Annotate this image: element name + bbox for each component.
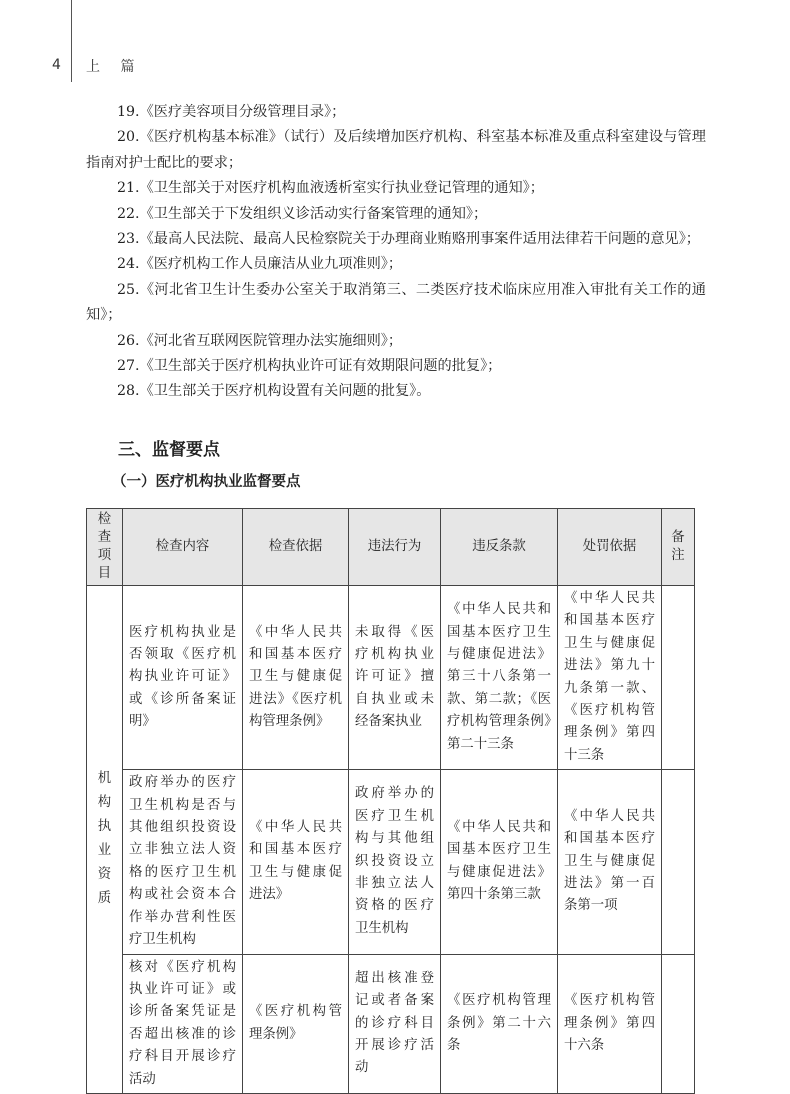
header-violated-clause: 违反条款	[441, 509, 558, 586]
violation-cell: 超出核准登记或者备案的诊疗科目开展诊疗活动	[349, 954, 441, 1093]
header-check-item: 检查项目	[87, 509, 123, 586]
list-item: 19.《医疗美容项目分级管理目录》；	[117, 104, 346, 120]
list-item: 25.《河北省卫生计生委办公室关于取消第三、二类医疗技术临床应用准入审批有关工作的通知》；	[86, 281, 706, 324]
list-item: 24.《医疗机构工作人员廉洁从业九项准则》；	[117, 256, 403, 273]
header-penalty-basis: 处罚依据	[558, 509, 662, 586]
list-item: 23.《最高人民法院、最高人民检察院关于办理商业贿赂刑事案件适用法律若干问题的意见》；	[117, 231, 700, 248]
page-number: 4	[52, 57, 61, 73]
header-check-content: 检查内容	[123, 509, 243, 586]
list-item: 21.《卫生部关于对医疗机构血液透析室实行执业登记管理的通知》；	[117, 180, 544, 197]
penalty-cell: 《医疗机构管理条例》第四十六条	[558, 954, 662, 1093]
penalty-cell: 《中华人民共和国基本医疗卫生与健康促进法》第九十九条第一款、《医疗机构管理条例》第四十三条	[558, 586, 662, 770]
header-violation: 违法行为	[349, 509, 441, 586]
clause-cell: 《中华人民共和国基本医疗卫生与健康促进法》第四十条第三款	[441, 770, 558, 954]
regulation-list	[86, 100, 706, 405]
header-divider	[71, 0, 72, 82]
table-row	[87, 770, 695, 954]
list-item: 26.《河北省互联网医院管理办法实施细则》；	[117, 332, 403, 349]
basis-cell: 《中华人民共和国基本医疗卫生与健康促进法》《医疗机构管理条例》	[243, 586, 349, 770]
clause-cell: 《中华人民共和国基本医疗卫生与健康促进法》第三十八条第一款、第二款；《医疗机构管理条例》第二十三条	[441, 586, 558, 770]
note-cell	[662, 954, 695, 1093]
content-cell: 核对《医疗机构执业许可证》或诊所备案凭证是否超出核准的诊疗科目开展诊疗活动	[123, 954, 243, 1093]
table-row	[87, 586, 695, 770]
table-row	[87, 954, 695, 1093]
category-cell: 机构执业资质	[87, 586, 123, 1094]
list-item: 27.《卫生部关于医疗机构执业许可证有效期限问题的批复》；	[117, 358, 502, 375]
section-heading: 三、监督要点	[118, 440, 220, 460]
content-cell: 医疗机构执业是否领取《医疗机构执业许可证》或《诊所备案证明》	[123, 586, 243, 770]
list-item: 28.《卫生部关于医疗机构设置有关问题的批复》。	[117, 383, 431, 400]
header-remarks: 备注	[662, 509, 695, 586]
sub-heading: （一）医疗机构执业监督要点	[112, 474, 301, 490]
content-cell: 政府举办的医疗卫生机构是否与其他组织投资设立非独立法人资格的医疗卫生机构或社会资本合作举办营利性医疗卫生机构	[123, 770, 243, 954]
violation-cell: 未取得《医疗机构执业许可证》擅自执业或未经备案执业	[349, 586, 441, 770]
running-header: 上 篇	[86, 59, 143, 75]
violation-cell: 政府举办的医疗卫生机构与其他组织投资设立非独立法人资格的医疗卫生机构	[349, 770, 441, 954]
penalty-cell: 《中华人民共和国基本医疗卫生与健康促进法》第一百条第一项	[558, 770, 662, 954]
table-header-row	[87, 509, 695, 586]
note-cell	[662, 770, 695, 954]
clause-cell: 《医疗机构管理条例》第二十六条	[441, 954, 558, 1093]
basis-cell: 《医疗机构管理条例》	[243, 954, 349, 1093]
basis-cell: 《中华人民共和国基本医疗卫生与健康促进法》	[243, 770, 349, 954]
header-check-basis: 检查依据	[243, 509, 349, 586]
list-item: 22.《卫生部关于下发组织义诊活动实行备案管理的通知》；	[117, 205, 488, 222]
supervision-table	[86, 508, 695, 1094]
note-cell	[662, 586, 695, 770]
list-item: 20.《医疗机构基本标准》（试行）及后续增加医疗机构、科室基本标准及重点科室建设与管理指南对护士配比的要求；	[86, 129, 706, 171]
